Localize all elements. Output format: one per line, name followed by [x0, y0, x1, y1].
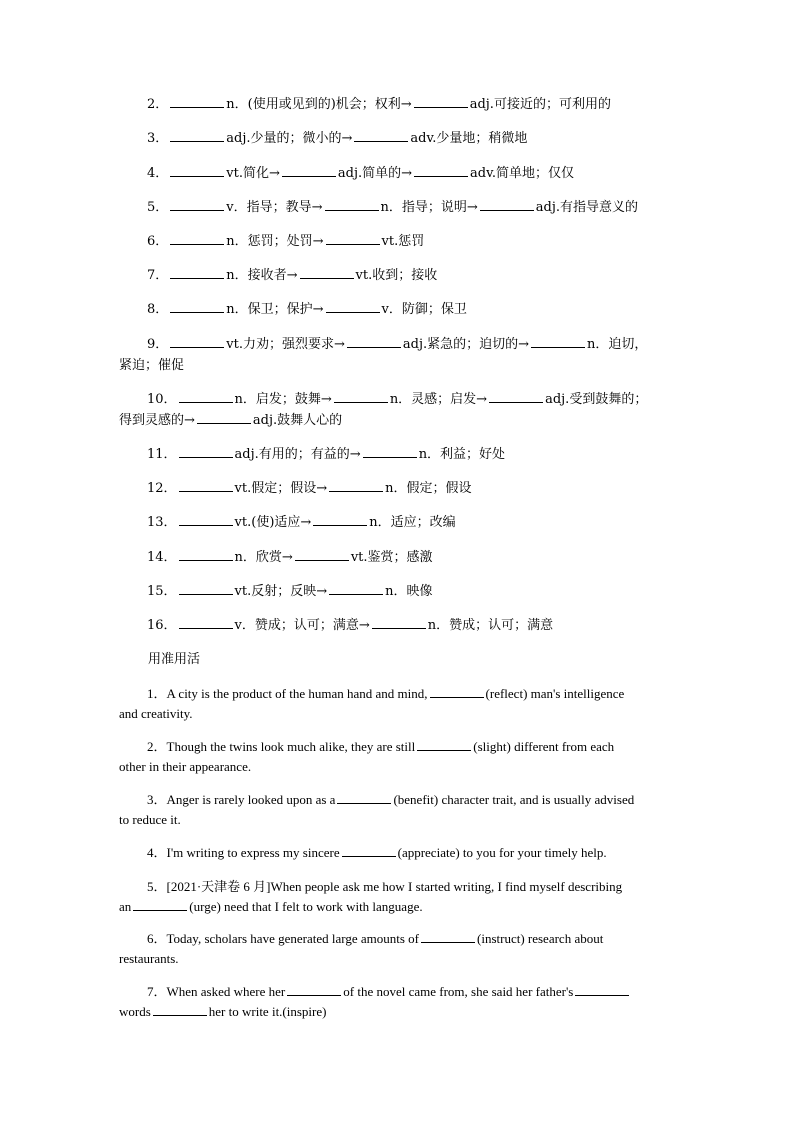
item-text: n．惩罚；处罚→: [226, 234, 324, 249]
item-text: vt.反射；反映→: [234, 584, 328, 599]
item-text: adj.有指导意义的: [535, 200, 639, 215]
vocab-item-2: [119, 95, 707, 115]
item-number: 2．: [147, 97, 169, 112]
answer-blank[interactable]: [326, 300, 380, 313]
item-text: n．启发；鼓舞→: [234, 392, 332, 407]
answer-blank[interactable]: [287, 983, 341, 996]
vocab-item-3: [119, 129, 707, 149]
vocab-item-4: [119, 164, 707, 184]
item-text: n．接收者→: [226, 268, 298, 283]
vocab-item-10-continuation: [119, 411, 679, 431]
answer-blank[interactable]: [334, 390, 388, 403]
item-text: vt.力劝；强烈要求→: [226, 337, 345, 352]
answer-blank[interactable]: [421, 930, 475, 943]
item-text: adj.紧急的；迫切的→: [402, 337, 530, 352]
answer-blank[interactable]: [414, 164, 468, 177]
answer-blank[interactable]: [170, 266, 224, 279]
exercise-6-line-2: [119, 949, 679, 969]
exercise-6-line-1: [119, 929, 707, 949]
answer-blank[interactable]: [179, 390, 233, 403]
answer-blank[interactable]: [337, 791, 391, 804]
item-text: vt.鉴赏；感激: [350, 550, 433, 565]
item-text: v．指导；教导→: [226, 200, 323, 215]
exercise-text: of the novel came from, she said her father's: [343, 984, 574, 999]
answer-blank[interactable]: [363, 445, 417, 458]
exercise-4-line-1: [119, 843, 707, 863]
exercise-2-line-2: [119, 757, 679, 777]
answer-blank[interactable]: [170, 232, 224, 245]
answer-blank[interactable]: [179, 616, 233, 629]
exercise-text: 1．A city is the product of the human hand and mind,: [147, 686, 428, 701]
answer-blank[interactable]: [430, 685, 484, 698]
answer-blank[interactable]: [414, 95, 468, 108]
item-number: 5．: [147, 200, 169, 215]
exercise-1-line-1: [119, 684, 707, 704]
answer-blank[interactable]: [170, 300, 224, 313]
exercise-text: 3．Anger is rarely looked upon as a: [147, 792, 336, 807]
answer-blank[interactable]: [329, 479, 383, 492]
item-text: vt.收到；接收: [355, 268, 438, 283]
vocab-item-16: [119, 616, 707, 636]
answer-blank[interactable]: [179, 548, 233, 561]
exercise-3-line-1: [119, 790, 707, 810]
exercise-text: to reduce it.: [119, 812, 181, 827]
item-number: 16．: [147, 618, 177, 633]
exercise-text: (slight) different from each: [473, 739, 615, 754]
item-text: n．保卫；保护→: [226, 302, 324, 317]
exercise-text: 5．[2021·天津卷 6 月]When people ask me how I started writing, I find myself describing: [147, 879, 623, 894]
exercise-text: (benefit) character trait, and is usually advised: [393, 792, 635, 807]
section-title: 用准用活: [148, 652, 201, 667]
item-number: 10．: [147, 392, 177, 407]
vocab-item-9-continuation: [119, 356, 679, 376]
exercise-text: restaurants.: [119, 951, 179, 966]
exercise-text: and creativity.: [119, 706, 193, 721]
vocab-item-14: [119, 548, 707, 568]
item-text: vt.假定；假设→: [234, 481, 328, 496]
answer-blank[interactable]: [170, 335, 224, 348]
exercise-text: (urge) need that I felt to work with language.: [189, 899, 423, 914]
answer-blank[interactable]: [179, 582, 233, 595]
answer-blank[interactable]: [170, 198, 224, 211]
answer-blank[interactable]: [179, 445, 233, 458]
item-text: vt.简化→: [226, 166, 280, 181]
vocab-item-6: [119, 232, 707, 252]
answer-blank[interactable]: [329, 582, 383, 595]
item-text: n．利益；好处: [418, 447, 506, 462]
vocab-item-15: [119, 582, 707, 602]
vocab-item-11: [119, 445, 707, 465]
item-number: 6．: [147, 234, 169, 249]
exercise-text: (instruct) research about: [477, 931, 604, 946]
answer-blank[interactable]: [153, 1003, 207, 1016]
item-text: adj.受到鼓舞的；: [545, 392, 648, 407]
exercise-1-line-2: [119, 704, 679, 724]
answer-blank[interactable]: [295, 548, 349, 561]
answer-blank[interactable]: [575, 983, 629, 996]
answer-blank[interactable]: [170, 164, 224, 177]
answer-blank[interactable]: [133, 898, 187, 911]
answer-blank[interactable]: [489, 390, 543, 403]
exercise-text: words: [119, 1004, 151, 1019]
exercise-text: other in their appearance.: [119, 759, 252, 774]
exercise-7-line-1: [119, 982, 707, 1002]
vocab-item-13: [119, 513, 707, 533]
answer-blank[interactable]: [417, 738, 471, 751]
vocab-item-8: [119, 300, 707, 320]
item-number: 11．: [147, 447, 177, 462]
exercise-text: (appreciate) to you for your timely help.: [397, 845, 607, 860]
item-text: adj.少量的；微小的→: [226, 131, 353, 146]
answer-blank[interactable]: [347, 335, 401, 348]
exercise-text: 2．Though the twins look much alike, they are still: [147, 739, 416, 754]
answer-blank[interactable]: [372, 616, 426, 629]
vocab-item-9: [119, 335, 707, 355]
exercise-3-line-2: [119, 810, 679, 830]
answer-blank[interactable]: [170, 95, 224, 108]
item-number: 15．: [147, 584, 177, 599]
exercise-5-line-2: [119, 897, 679, 917]
item-text: vt.(使)适应→: [234, 515, 312, 530]
exercise-2-line-1: [119, 737, 707, 757]
vocab-item-10: [119, 390, 707, 410]
item-text: n．映像: [385, 584, 433, 599]
vocab-item-12: [119, 479, 707, 499]
exercise-7-line-2: [119, 1002, 679, 1022]
item-text: adv.简单地；仅仅: [470, 166, 575, 181]
item-number: 4．: [147, 166, 169, 181]
item-text: v．赞成；认可；满意→: [234, 618, 370, 633]
item-text: adv.少量地；稍微地: [410, 131, 528, 146]
item-text: adj.简单的→: [337, 166, 413, 181]
answer-blank[interactable]: [170, 129, 224, 142]
item-text: n．指导；说明→: [380, 200, 478, 215]
item-number: 3．: [147, 131, 169, 146]
item-text: 得到灵感的→: [119, 413, 195, 428]
item-number: 13．: [147, 515, 177, 530]
item-text: adj.可接近的；可利用的: [469, 97, 611, 112]
answer-blank[interactable]: [282, 164, 336, 177]
answer-blank[interactable]: [326, 232, 380, 245]
item-text: n．假定；假设: [385, 481, 472, 496]
answer-blank[interactable]: [197, 411, 251, 424]
exercise-text: 7．When asked where her: [147, 984, 286, 999]
exercise-text: an: [119, 899, 132, 914]
answer-blank[interactable]: [342, 844, 396, 857]
item-text: adj.鼓舞人心的: [252, 413, 343, 428]
exercise-text: 6．Today, scholars have generated large amounts of: [147, 931, 419, 946]
vocab-item-5: [119, 198, 707, 218]
item-text: n．(使用或见到的)机会；权利→: [226, 97, 412, 112]
item-text: vt.惩罚: [381, 234, 425, 249]
exercise-5-line-1: [119, 877, 707, 897]
item-number: 14．: [147, 550, 177, 565]
exercise-text: her to write it.(inspire): [208, 1004, 327, 1019]
answer-blank[interactable]: [179, 513, 233, 526]
item-number: 9．: [147, 337, 169, 352]
answer-blank[interactable]: [531, 335, 585, 348]
item-text: n．赞成；认可；满意: [427, 618, 554, 633]
answer-blank[interactable]: [313, 513, 367, 526]
answer-blank[interactable]: [480, 198, 534, 211]
item-number: 8．: [147, 302, 169, 317]
answer-blank[interactable]: [300, 266, 354, 279]
item-number: 12．: [147, 481, 177, 496]
item-text: n．迫切，: [587, 337, 648, 352]
exercise-text: 4．I'm writing to express my sincere: [147, 845, 340, 860]
answer-blank[interactable]: [325, 198, 379, 211]
item-text: n．欣赏→: [234, 550, 293, 565]
exercise-text: (reflect) man's intelligence: [485, 686, 625, 701]
item-text: n．灵感；启发→: [389, 392, 488, 407]
item-text: v．防御；保卫: [381, 302, 467, 317]
vocab-item-7: [119, 266, 707, 286]
item-text: n．适应；改编: [369, 515, 456, 530]
answer-blank[interactable]: [354, 129, 408, 142]
item-text: 紧迫；催促: [119, 358, 185, 373]
answer-blank[interactable]: [179, 479, 233, 492]
item-text: adj.有用的；有益的→: [234, 447, 361, 462]
item-number: 7．: [147, 268, 169, 283]
